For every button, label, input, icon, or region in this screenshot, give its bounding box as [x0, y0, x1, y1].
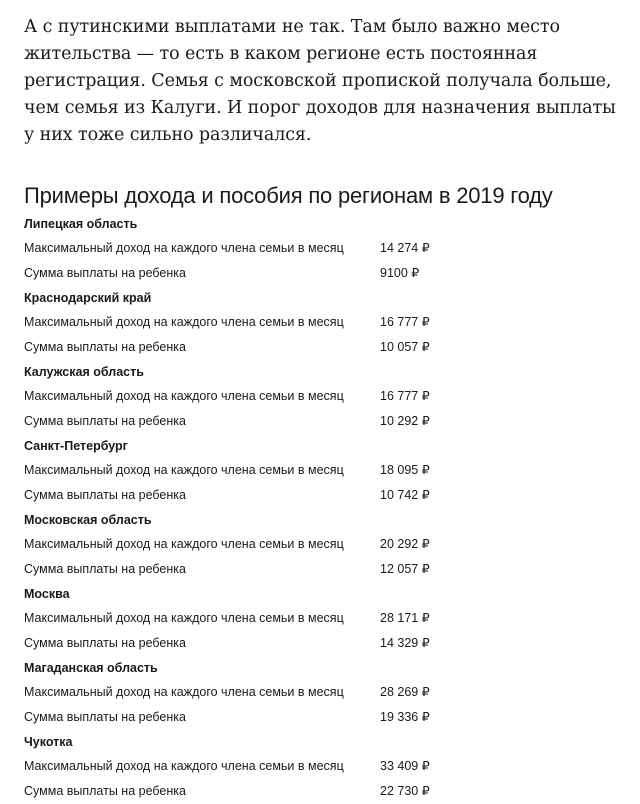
payment-value: 9100 ₽ — [380, 266, 420, 280]
income-value: 16 777 ₽ — [380, 315, 430, 329]
payment-label: Сумма выплаты на ребенка — [24, 562, 186, 576]
table-row — [24, 680, 620, 705]
income-value: 14 274 ₽ — [380, 241, 430, 255]
region-name: Краснодарский край — [24, 291, 152, 305]
payment-label: Сумма выплаты на ребенка — [24, 340, 186, 354]
table-row — [24, 557, 620, 582]
table-row — [24, 532, 620, 557]
table-row — [24, 310, 620, 335]
income-value: 18 095 ₽ — [380, 463, 430, 477]
table-row — [24, 261, 620, 286]
table-row — [24, 606, 620, 631]
region-name: Московская область — [24, 513, 152, 527]
payment-label: Сумма выплаты на ребенка — [24, 414, 186, 428]
payment-label: Сумма выплаты на ребенка — [24, 266, 186, 280]
payment-value: 14 329 ₽ — [380, 636, 430, 650]
income-value: 16 777 ₽ — [380, 389, 430, 403]
table-row — [24, 483, 620, 508]
payment-value: 12 057 ₽ — [380, 562, 430, 576]
table-row — [24, 409, 620, 434]
table-row — [24, 236, 620, 261]
income-label: Максимальный доход на каждого члена семьи в месяц — [24, 315, 344, 329]
income-label: Максимальный доход на каждого члена семьи в месяц — [24, 759, 344, 773]
table-row — [24, 705, 620, 730]
region-name: Калужская область — [24, 365, 144, 379]
income-value: 28 269 ₽ — [380, 685, 430, 699]
income-value: 33 409 ₽ — [380, 759, 430, 773]
payment-label: Сумма выплаты на ребенка — [24, 636, 186, 650]
table-row — [24, 754, 620, 779]
payment-value: 10 742 ₽ — [380, 488, 430, 502]
income-label: Максимальный доход на каждого члена семьи в месяц — [24, 463, 344, 477]
region-name: Липецкая область — [24, 217, 138, 231]
income-value: 20 292 ₽ — [380, 537, 430, 551]
table-row — [24, 779, 620, 804]
payment-label: Сумма выплаты на ребенка — [24, 710, 186, 724]
payment-value: 22 730 ₽ — [380, 784, 430, 798]
income-label: Максимальный доход на каждого члена семьи в месяц — [24, 389, 344, 403]
region-name: Москва — [24, 587, 70, 601]
income-label: Максимальный доход на каждого члена семьи в месяц — [24, 611, 344, 625]
payment-label: Сумма выплаты на ребенка — [24, 488, 186, 502]
payment-value: 19 336 ₽ — [380, 710, 430, 724]
article — [24, 0, 620, 804]
regions-table — [24, 212, 620, 804]
payment-value: 10 292 ₽ — [380, 414, 430, 428]
intro-paragraph: А с путинскими выплатами не так. Там было важно место жительства — то есть в каком регионе есть постоянная регистрация. Семья с московской пропиской получала больше, чем семья из Калуги. И порог доходов для назначения выплаты у них тоже сильно различался. — [24, 17, 616, 145]
income-value: 28 171 ₽ — [380, 611, 430, 625]
table-row — [24, 384, 620, 409]
region-name: Санкт-Петербург — [24, 439, 128, 453]
income-label: Максимальный доход на каждого члена семьи в месяц — [24, 241, 344, 255]
income-label: Максимальный доход на каждого члена семьи в месяц — [24, 537, 344, 551]
region-name: Чукотка — [24, 735, 73, 749]
region-name: Магаданская область — [24, 661, 158, 675]
table-title: Примеры дохода и пособия по регионам в 2019 году — [24, 183, 553, 208]
table-row — [24, 335, 620, 360]
payment-label: Сумма выплаты на ребенка — [24, 784, 186, 798]
table-row — [24, 458, 620, 483]
table-row — [24, 631, 620, 656]
payment-value: 10 057 ₽ — [380, 340, 430, 354]
income-label: Максимальный доход на каждого члена семьи в месяц — [24, 685, 344, 699]
